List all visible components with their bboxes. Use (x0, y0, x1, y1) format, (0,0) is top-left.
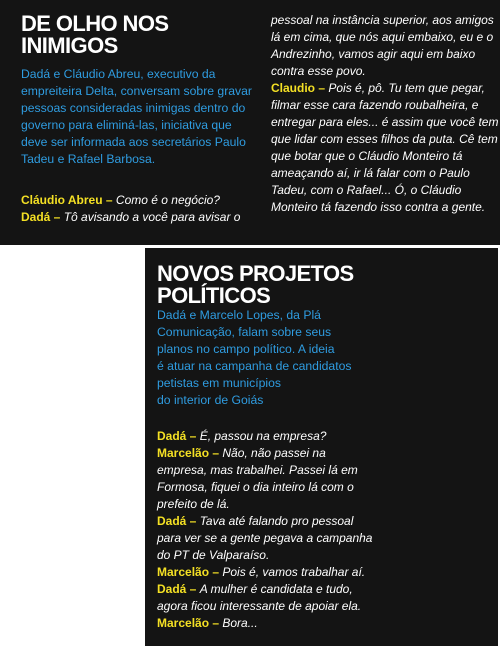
dialogue (157, 428, 372, 632)
dialogue-right (271, 12, 498, 216)
intro-text (21, 66, 252, 168)
intro-line: pessoas consideradas inimigas dentro do (21, 101, 246, 115)
dialogue-text: contra esse povo. (271, 64, 366, 78)
intro-line: petistas em municípios (157, 376, 281, 390)
dialogue-line (271, 97, 498, 114)
intro-line: empreiteira Delta, conversam sobre gravar (21, 84, 252, 98)
dialogue-line (271, 182, 498, 199)
dialogue-line (157, 530, 372, 547)
dialogue-line (271, 29, 498, 46)
intro-line: Tadeu e Rafael Barbosa. (21, 152, 156, 166)
panel-title (21, 13, 168, 57)
intro-line: planos no campo político. A ideia (157, 342, 335, 356)
dialogue-text: entregar para eles... é assim que você tem (271, 115, 499, 129)
dialogue-text: agora ficou interessante de apoiar ela. (157, 599, 362, 613)
dialogue-text: Bora... (222, 616, 258, 630)
dialogue-text: Tava até falando pro pessoal (199, 514, 354, 528)
dialogue-text: Monteiro tá fazendo isso contra a gente. (271, 200, 486, 214)
speaker-name: Marcelão (157, 565, 210, 579)
dialogue-line (157, 496, 372, 513)
intro-line: é atuar na campanha de candidatos (157, 359, 352, 373)
dialogue-line (271, 114, 498, 131)
dialogue-line (271, 46, 498, 63)
speaker-name: Dadá (21, 210, 51, 224)
dialogue-text: Andrezinho, vamos agir aqui em baixo (271, 47, 476, 61)
speaker-name: Dadá (157, 514, 187, 528)
dialogue-line: Claudio – Pois é, pô. Tu tem que pegar, (271, 81, 485, 95)
dialogue-line (157, 547, 372, 564)
title-line: DE OLHO NOS (21, 11, 169, 36)
dialogue-line (271, 165, 498, 182)
dialogue-text: Pois é, vamos trabalhar aí. (222, 565, 366, 579)
dialogue-line (157, 462, 372, 479)
dialogue-text: Formosa, fiquei o dia inteiro lá com o (157, 480, 354, 494)
dialogue-line: Cláudio Abreu – Como é o negócio? (21, 193, 220, 207)
dialogue-line (271, 131, 498, 148)
dialogue-text: Pois é, pô. Tu tem que pegar, (328, 81, 485, 95)
dialogue-line: Marcelão – Não, não passei na (157, 446, 326, 460)
dialogue-line (157, 598, 372, 615)
title-line: NOVOS PROJETOS (157, 261, 354, 286)
intro-line: Comunicação, falam sobre seus (157, 325, 332, 339)
dialogue-text: Tô avisando a você para avisar o (63, 210, 241, 224)
dialogue-line: Marcelão – Pois é, vamos trabalhar aí. (157, 565, 366, 579)
speaker-name: Claudio (271, 81, 315, 95)
dialogue-text: A mulher é candidata e tudo, (199, 582, 353, 596)
dialogue-line: Dadá – Tava até falando pro pessoal (157, 514, 354, 528)
dialogue-line (271, 12, 498, 29)
dialogue-text: É, passou na empresa? (199, 429, 327, 443)
dialogue-line (271, 199, 498, 216)
dialogue-text: Não, não passei na (222, 446, 326, 460)
dialogue-line (271, 148, 498, 165)
dialogue-line (157, 479, 372, 496)
dialogue-text: pessoal na instância superior, aos amigos (271, 13, 494, 27)
dialogue-text: para ver se a gente pegava a campanha (157, 531, 373, 545)
speaker-name: Marcelão (157, 446, 210, 460)
intro-line: governo para eliminá-las, iniciativa que (21, 118, 232, 132)
speaker-name: Marcelão (157, 616, 210, 630)
dialogue-text: empresa, mas trabalhei. Passei lá em (157, 463, 358, 477)
dialogue-text: que botar que o Cláudio Monteiro tá (271, 149, 463, 163)
dialogue-text: Tadeu, com o Rafael... Ó, o Cláudio (271, 183, 462, 197)
dialogue-text: que lidar com esses filhos da puta. Cê tem (271, 132, 498, 146)
title-line: INIMIGOS (21, 33, 118, 58)
speaker-name: Dadá (157, 429, 187, 443)
intro-text (157, 307, 351, 409)
intro-line: Dadá e Cláudio Abreu, executivo da (21, 67, 216, 81)
top-panel (0, 0, 500, 245)
dialogue-text: Como é o negócio? (115, 193, 220, 207)
dialogue-text: lá em cima, que nós aqui embaixo, eu e o (271, 30, 494, 44)
dialogue-line: Marcelão – Bora... (157, 616, 258, 630)
dialogue-line: Dadá – A mulher é candidata e tudo, (157, 582, 353, 596)
bottom-panel (145, 248, 498, 646)
dialogue-text: filmar esse cara fazendo roubalheira, e (271, 98, 479, 112)
intro-line: deve ser informada aos secretários Paulo (21, 135, 246, 149)
speaker-name: Dadá (157, 582, 187, 596)
dialogue-line (271, 63, 498, 80)
dialogue-text: prefeito de lá. (157, 497, 230, 511)
dialogue-left (21, 192, 240, 226)
panel-title (157, 263, 354, 307)
dialogue-line: Dadá – É, passou na empresa? (157, 429, 327, 443)
title-line: POLÍTICOS (157, 283, 271, 308)
dialogue-text: ameaçando aí, ir lá falar com o Paulo (271, 166, 470, 180)
intro-line: Dadá e Marcelo Lopes, da Plá (157, 308, 321, 322)
speaker-name: Cláudio Abreu (21, 193, 103, 207)
dialogue-line: Dadá – Tô avisando a você para avisar o (21, 210, 241, 224)
intro-line: do interior de Goiás (157, 393, 264, 407)
dialogue-text: do PT de Valparaíso. (157, 548, 270, 562)
